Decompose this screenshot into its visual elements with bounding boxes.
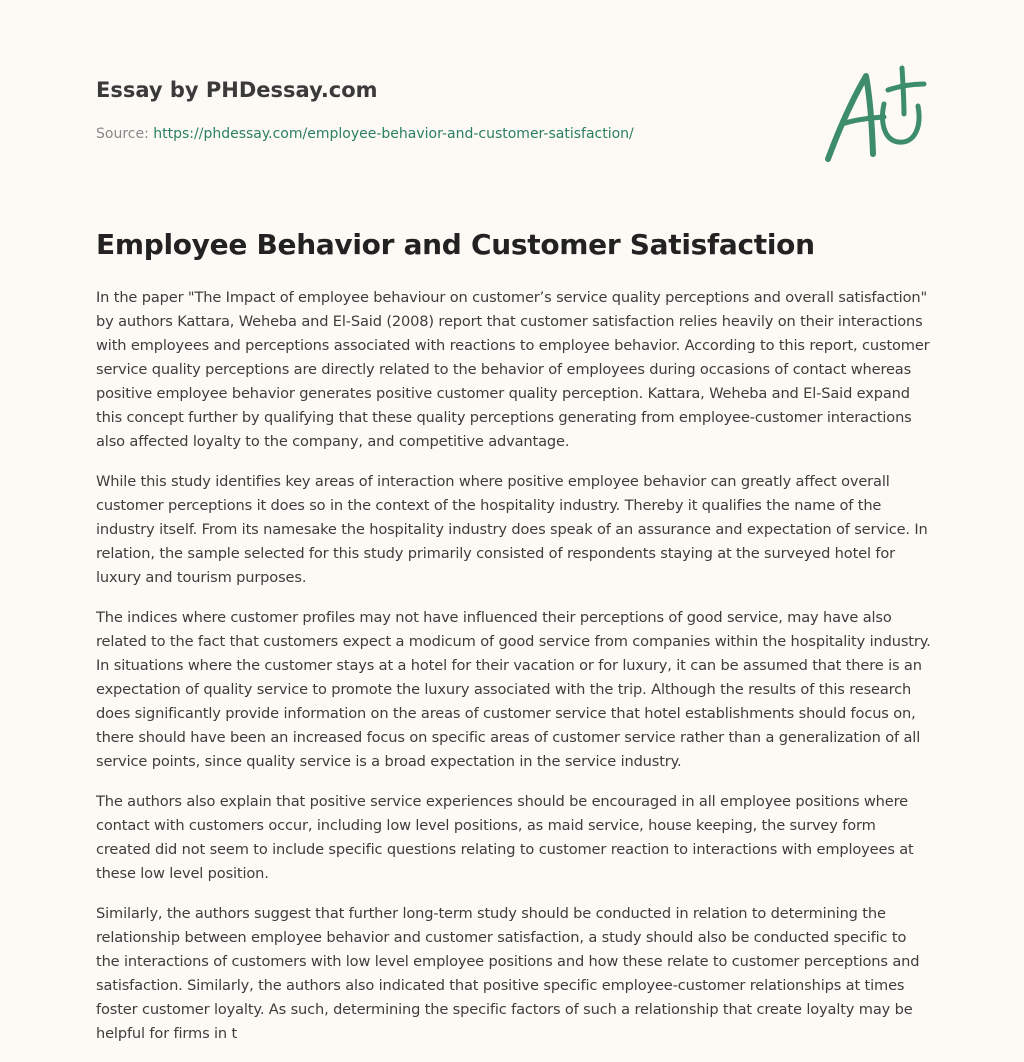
site-name: Essay by PHDessay.com xyxy=(96,78,378,102)
article-paragraph: Similarly, the authors suggest that further long-term study should be conducted in relation to determining the relationship between employee behavior and customer satisfaction, a study should also be conducted specific to the interactions of customers with low level employee positions and how these relate to customer perceptions and satisfaction. Similarly, the authors also indicated that positive specific employee-customer relationships at times foster customer loyalty. As such, determining the specific factors of such a relationship that create loyalty may be helpful for firms in t xyxy=(96,905,920,1042)
article-paragraph: The authors also explain that positive service experiences should be encouraged in all employee positions where contact with customers occur, including low level positions, as maid service, house keeping, the survey form created did not seem to include specific questions relating to customer reaction to interactions with employees at these low level position. xyxy=(96,793,914,882)
article-body xyxy=(96,286,932,1062)
source-line xyxy=(96,124,816,144)
article-title: Employee Behavior and Customer Satisfaction xyxy=(96,228,815,261)
source-link[interactable]: https://phdessay.com/employee-behavior-and-customer-satisfaction/ xyxy=(153,126,634,142)
source-label: Source: xyxy=(96,126,154,142)
article-paragraph: In the paper "The Impact of employee behaviour on customer’s service quality perceptions and overall satisfaction" by authors Kattara, Weheba and El-Said (2008) report that customer satisfaction relies heavily on their interactions with employees and perceptions associated with reactions to employee behavior. According to this report, customer service quality perceptions are directly related to the behavior of employees during occasions of contact whereas positive employee behavior generates positive customer quality perception. Kattara, Weheba and El-Said expand this concept further by qualifying that these quality perceptions generating from employee-customer interactions also affected loyalty to the company, and competitive advantage. xyxy=(96,289,930,450)
site-header xyxy=(96,76,816,144)
a-plus-grade-logo-icon xyxy=(818,62,930,166)
article-paragraph: The indices where customer profiles may not have influenced their perceptions of good service, may have also related to the fact that customers expect a modicum of good service from companies within the hospitality industry. In situations where the customer stays at a hotel for their vacation or for luxury, it can be assumed that there is an expectation of quality service to promote the luxury associated with the trip. Although the results of this research does significantly provide information on the areas of customer service that hotel establishments should focus on, there should have been an increased focus on specific areas of customer service rather than a generalization of all service points, since quality service is a broad expectation in the service industry. xyxy=(96,609,931,770)
article-paragraph: While this study identifies key areas of interaction where positive employee behavior can greatly affect overall customer perceptions it does so in the context of the hospitality industry. Thereby it qualifies the name of the industry itself. From its namesake the hospitality industry does speak of an assurance and expectation of service. In relation, the sample selected for this study primarily consisted of respondents staying at the surveyed hotel for luxury and tourism purposes. xyxy=(96,473,928,586)
